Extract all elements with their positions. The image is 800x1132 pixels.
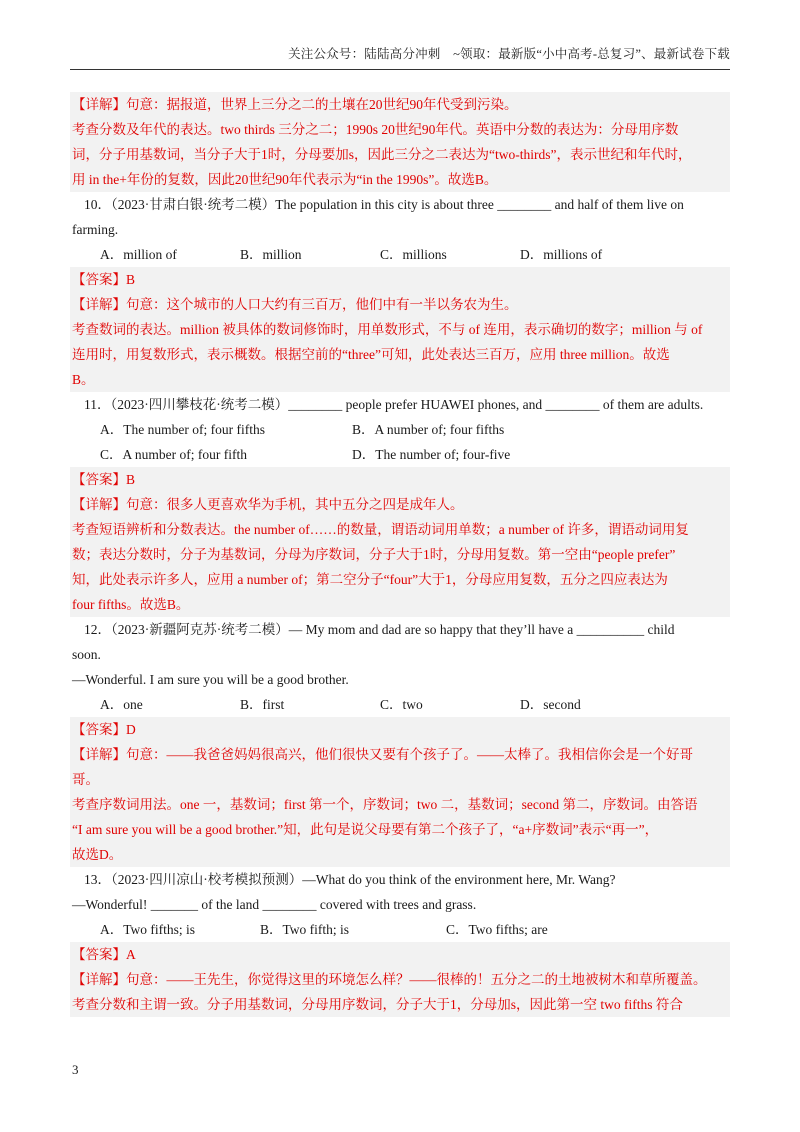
explanation-line: four fifths。故选B。 xyxy=(72,597,190,612)
option-c: C．A number of; four fifth xyxy=(100,447,247,462)
option-c: C．two xyxy=(380,697,423,712)
explanation-line: 【详解】句意：这个城市的人口大约有三百万，他们中有一半以务农为生。 xyxy=(72,297,518,312)
explanation-line: 考查短语辨析和分数表达。the number of……的数量，谓语动词用单数；a number of 许多，谓语动词用复 xyxy=(72,522,689,537)
question-11 xyxy=(72,392,730,617)
q9-explanation-box xyxy=(70,92,730,192)
header-divider xyxy=(70,69,730,70)
question-stem: 13．（2023·四川凉山·校考模拟预测）—What do you think of the environment here, Mr. Wang? xyxy=(84,872,616,887)
option-b: B．million xyxy=(240,247,302,262)
question-stem: 11．（2023·四川攀枝花·统考二模）________ people prefer HUAWEI phones, and ________ of them are adults. xyxy=(84,397,704,412)
answer-box xyxy=(70,942,730,1017)
explanation-line: 【详解】句意：据报道，世界上三分之二的土壤在20世纪90年代受到污染。 xyxy=(72,97,518,112)
explanation-line: 故选D。 xyxy=(72,847,123,862)
page-number: 3 xyxy=(72,1062,79,1077)
question-13 xyxy=(72,867,730,1017)
options-row xyxy=(72,692,730,717)
option-d: D．millions of xyxy=(520,247,603,262)
explanation-line: B。 xyxy=(72,372,95,387)
option-d: D．The number of; four-five xyxy=(352,447,511,462)
option-a: A．The number of; four fifths xyxy=(100,422,265,437)
answer-label: 【答案】D xyxy=(72,722,136,737)
question-stem: —Wonderful. I am sure you will be a good brother. xyxy=(72,672,349,687)
question-stem: 12．（2023·新疆阿克苏·统考二模）— My mom and dad are so happy that they’ll have a __________ child xyxy=(84,622,675,637)
answer-label: 【答案】B xyxy=(72,272,136,287)
option-c: C．Two fifths; are xyxy=(446,922,548,937)
explanation-line: 考查分数及年代的表达。two thirds 三分之二；1990s 20世纪90年代。英语中分数的表达为：分母用序数 xyxy=(72,122,679,137)
options-row xyxy=(72,442,730,467)
explanation-line: 哥。 xyxy=(72,772,99,787)
answer-box xyxy=(70,467,730,617)
option-b: B．first xyxy=(240,697,285,712)
question-12 xyxy=(72,617,730,867)
option-b: B．Two fifth; is xyxy=(260,922,350,937)
option-a: A．million of xyxy=(100,247,177,262)
answer-label: 【答案】B xyxy=(72,472,136,487)
explanation-line: 考查数词的表达。million 被具体的数词修饰时，用单数形式，不与 of 连用，表示确切的数字；million 与 of xyxy=(72,322,703,337)
explanation-line: 考查分数和主谓一致。分子用基数词，分母用序数词，分子大于1，分母加s，因此第一空 two fifths 符合 xyxy=(72,997,683,1012)
options-row xyxy=(72,242,730,267)
question-stem: —Wonderful! _______ of the land ________ covered with trees and grass. xyxy=(72,897,477,912)
question-stem: 10．（2023·甘肃白银·统考二模）The population in this city is about three ________ and half of them live on xyxy=(84,197,684,212)
explanation-line: 连用时，用复数形式，表示概数。根据空前的“three”可知，此处表达三百万，应用 three million。故选 xyxy=(72,347,670,362)
explanation-line: 用 in the+年份的复数，因此20世纪90年代表示为“in the 1990s”。故选B。 xyxy=(72,172,498,187)
answer-box xyxy=(70,267,730,392)
explanation-line: 【详解】句意：——王先生，你觉得这里的环境怎么样？——很棒的！五分之二的土地被树木和草所覆盖。 xyxy=(72,972,707,987)
option-a: A．one xyxy=(100,697,143,712)
explanation-line: 考查序数词用法。one 一，基数词；first 第一个，序数词；two 二，基数词；second 第二，序数词。由答语 xyxy=(72,797,698,812)
explanation-line: 词，分子用基数词，当分子大于1时，分母要加s，因此三分之二表达为“two-thirds”，表示世纪和年代时， xyxy=(72,147,692,162)
question-stem: soon. xyxy=(72,647,101,662)
page-header: 关注公众号：陆陆高分冲刺 ~领取：最新版“小中高考-总复习”、最新试卷下载 xyxy=(288,47,730,61)
document-body xyxy=(72,92,730,1017)
answer-label: 【答案】A xyxy=(72,947,136,962)
explanation-line: 知，此处表示许多人，应用 a number of；第二空分子“four”大于1，分母应用复数，五分之四应表达为 xyxy=(72,572,668,587)
options-row xyxy=(72,917,730,942)
options-row xyxy=(72,417,730,442)
question-stem: farming. xyxy=(72,222,119,237)
explanation-line: 【详解】句意：——我爸爸妈妈很高兴，他们很快又要有个孩子了。——太棒了。我相信你会是一个好哥 xyxy=(72,747,693,762)
explanation-line: “I am sure you will be a good brother.”知，此句是说父母要有第二个孩子了，“a+序数词”表示“再一”， xyxy=(72,822,659,837)
option-c: C．millions xyxy=(380,247,447,262)
explanation-line: 数；表达分数时，分子为基数词，分母为序数词，分子大于1时，分母用复数。第一空由“people prefer” xyxy=(72,547,676,562)
question-10 xyxy=(72,192,730,392)
explanation-line: 【详解】句意：很多人更喜欢华为手机，其中五分之四是成年人。 xyxy=(72,497,464,512)
option-b: B．A number of; four fifths xyxy=(352,422,505,437)
option-d: D．second xyxy=(520,697,581,712)
answer-box xyxy=(70,717,730,867)
option-a: A．Two fifths; is xyxy=(100,922,196,937)
